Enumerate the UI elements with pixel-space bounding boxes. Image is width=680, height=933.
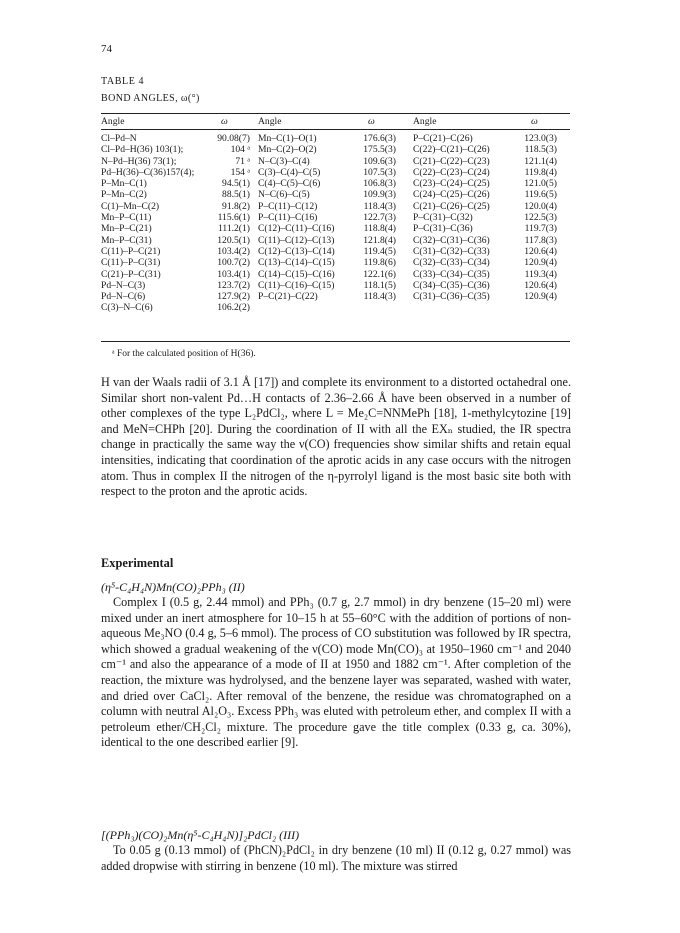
table-row — [101, 302, 250, 313]
angle-label: C(21)–C(26)–C(25) — [413, 200, 490, 212]
angle-value: 88.5(1) — [222, 189, 250, 201]
angle-value: 106.8(3) — [363, 178, 396, 190]
angle-value: 111.2(1) — [217, 223, 250, 235]
angle-label: C(22)–C(23)–C(24) — [413, 166, 490, 178]
angle-value: 121.8(4) — [363, 234, 396, 246]
angle-value: 120.9(4) — [524, 257, 557, 269]
table-row — [258, 201, 396, 212]
table-row — [258, 235, 396, 246]
header-omega: ω — [531, 116, 538, 127]
table-row — [101, 280, 250, 291]
angle-label: P–C(11)–C(12) — [258, 200, 318, 212]
table-row — [413, 235, 557, 246]
angle-value: 107.5(3) — [363, 166, 396, 178]
table-row — [258, 280, 396, 291]
angle-label: C(3)–C(4)–C(5) — [258, 166, 321, 178]
angle-label: C(32)–C(33)–C(34) — [413, 257, 490, 269]
table-row — [413, 223, 557, 234]
angle-label: C(11)–P–C(21) — [101, 245, 161, 257]
table-row — [413, 133, 557, 144]
table-row — [413, 167, 557, 178]
angle-label: Mn–C(2)–O(2) — [258, 144, 317, 156]
table-row — [258, 291, 396, 302]
angle-label: P–C(31)–C(32) — [413, 212, 473, 224]
table-row — [258, 246, 396, 257]
angle-label: C(12)–C(13)–C(14) — [258, 245, 335, 257]
angle-value: 100.7(2) — [217, 257, 250, 269]
table-row — [413, 246, 557, 257]
angle-label: Mn–P–C(21) — [101, 223, 152, 235]
angle-value: 175.5(3) — [363, 144, 396, 156]
table-row — [101, 133, 250, 144]
table-row — [258, 257, 396, 268]
table-row — [413, 178, 557, 189]
table-row — [101, 291, 250, 302]
angle-value: 119.8(6) — [363, 257, 396, 269]
angle-value: 120.6(4) — [524, 279, 557, 291]
angle-label: C(23)–C(24)–C(25) — [413, 178, 490, 190]
compound-subheading: (η⁵-C₄H₄N)Mn(CO)₂PPh₃ (II) — [101, 580, 245, 594]
table-header — [258, 116, 396, 129]
angle-value: 117.8(3) — [524, 234, 557, 246]
angle-value: 118.1(5) — [363, 279, 396, 291]
angle-label: Cl–Pd–N — [101, 133, 137, 144]
angle-value: 103.4(1) — [217, 268, 250, 280]
table-row — [413, 257, 557, 268]
angle-label: N–C(3)–C(4) — [258, 155, 310, 167]
paragraph-text: To 0.05 g (0.13 mmol) of (PhCN)₂PdCl₂ in dry benzene (10 ml) II (0.12 g, 0.27 mmol) was added dropwise with stirring in benzene (10 ml). The mixture was stirred — [101, 843, 571, 873]
angle-label: C(14)–C(15)–C(16) — [258, 268, 335, 280]
header-angle: Angle — [413, 116, 437, 127]
angle-value: 90.08(7) — [217, 133, 250, 144]
compound-subheading: [(PPh₃)(CO)₂Mn(η⁵-C₄H₄N)]₂PdCl₂ (III) — [101, 828, 300, 842]
angle-label: C(11)–C(16)–C(15) — [258, 279, 335, 291]
table-row — [101, 212, 250, 223]
angle-value: 120.5(1) — [217, 234, 250, 246]
angle-value: 176.6(3) — [363, 133, 396, 144]
angle-label: P–Mn–C(2) — [101, 189, 147, 201]
table-column-1 — [101, 116, 250, 314]
table-rule-top — [101, 113, 570, 114]
paragraph-text: H van der Waals radii of 3.1 Å [17]) and complete its environment to a distorted octahedral one. Similar short non-valent Pd…H contacts of 2.36–2.66 Å have been observed in a number of other complexes of the type L₂PdCl₂, where L = Me₂C=NNMePh [18], 1-methylcytozine [19] and MeN=CHPh [20]. During the coordination of II with all the EXₙ studied, the IR spectra change in practically the same way the ν(CO) frequencies show similar shifts and retain equal intensities, indicating that coordination of the aprotic acids in any case occurs with the nitrogen atom. Thus in complex II the nitrogen of the η-pyrrolyl ligand is the most basic site both with respect to the proton and the aprotic acids. — [101, 375, 571, 499]
table-row — [413, 212, 557, 223]
section-heading-experimental: Experimental — [101, 556, 174, 570]
angle-label: C(31)–C(36)–C(35) — [413, 291, 490, 303]
table-rule-bottom — [101, 341, 570, 342]
body-paragraph — [101, 843, 571, 874]
angle-value: 121.0(5) — [524, 178, 557, 190]
angle-value: 106.2(2) — [217, 302, 250, 314]
angle-value: 127.9(2) — [217, 291, 250, 303]
angle-label: Pd–N–C(6) — [101, 291, 146, 303]
angle-value: 118.8(4) — [363, 223, 396, 235]
angle-label: Mn–C(1)–O(1) — [258, 133, 317, 144]
angle-value: 109.6(3) — [363, 155, 396, 167]
angle-label: C(12)–C(11)–C(16) — [258, 223, 335, 235]
angle-value: 154 ᵃ — [230, 166, 250, 178]
angle-label: C(24)–C(25)–C(26) — [413, 189, 490, 201]
angle-label: C(21)–C(22)–C(23) — [413, 155, 490, 167]
table-row — [101, 246, 250, 257]
angle-label: C(32)–C(31)–C(36) — [413, 234, 490, 246]
angle-label: Cl–Pd–H(36) 103(1); — [101, 144, 184, 156]
table-row — [101, 156, 250, 167]
table-row — [258, 189, 396, 200]
angle-label: C(3)–N–C(6) — [101, 302, 153, 314]
table-row — [413, 189, 557, 200]
header-angle: Angle — [101, 116, 125, 127]
angle-label: P–C(11)–C(16) — [258, 212, 318, 224]
angle-value: 94.5(1) — [222, 178, 250, 190]
table-row — [101, 257, 250, 268]
angle-label: P–C(21)–C(26) — [413, 133, 473, 144]
table-row — [258, 223, 396, 234]
table-row — [258, 144, 396, 155]
table-row — [258, 212, 396, 223]
angle-label: Mn–P–C(31) — [101, 234, 152, 246]
angle-label: C(21)–P–C(31) — [101, 268, 161, 280]
angle-label: P–Mn–C(1) — [101, 178, 147, 190]
angle-label: C(11)–C(12)–C(13) — [258, 234, 335, 246]
angle-value: 119.8(4) — [524, 166, 557, 178]
angle-label: C(4)–C(5)–C(6) — [258, 178, 321, 190]
paragraph-text: Complex I (0.5 g, 2.44 mmol) and PPh₃ (0.7 g, 2.7 mmol) in dry benzene (15–20 ml) were mixed under an inert atmosphere for 10–15 h at 55–60°C with the addition of portions of non-aqueous Me₃NO (0.4 g, 5–6 mmol). The process of CO substitution was followed by IR spectra, which showed a gradual weakening of the ν(CO) mode Mn(CO)₃ at 1950–1960 cm⁻¹ and 2040 cm⁻¹ and also the appearance of a mode of II at 1950 and 1882 cm⁻¹. After completion of the reaction, the mixture was hydrolysed, and the benzene layer was separated, washed with water, and dried over CaCl₂. After removal of the benzene, the residue was chromatographed on a column with neutral Al₂O₃. Excess PPh₃ was eluted with petroleum ether, and complex II with a petroleum ether/CH₂Cl₂ mixture. The procedure gave the title complex (0.33 g, ca. 30%), identical to the one described earlier [9]. — [101, 595, 571, 750]
angle-label: N–Pd–H(36) 73(1); — [101, 155, 177, 167]
angle-value: 119.3(4) — [524, 268, 557, 280]
table-row — [413, 156, 557, 167]
angle-value: 71 ᵃ — [235, 155, 250, 167]
table-column-2 — [258, 116, 396, 302]
angle-label: C(22)–C(21)–C(26) — [413, 144, 490, 156]
header-omega: ω — [221, 116, 228, 127]
page-number: 74 — [101, 43, 112, 55]
table-row — [101, 201, 250, 212]
angle-label: C(1)–Mn–C(2) — [101, 200, 160, 212]
table-row — [413, 291, 557, 302]
table-row — [101, 167, 250, 178]
angle-label: C(31)–C(32)–C(33) — [413, 245, 490, 257]
table-row — [258, 269, 396, 280]
table-header — [101, 116, 250, 129]
header-omega: ω — [368, 116, 375, 127]
header-angle: Angle — [258, 116, 282, 127]
angle-value: 104 ᵃ — [230, 144, 250, 156]
angle-label: C(13)–C(14)–C(15) — [258, 257, 335, 269]
angle-label: Pd–N–C(3) — [101, 279, 146, 291]
table-row — [413, 269, 557, 280]
table-row — [101, 223, 250, 234]
angle-value: 109.9(3) — [363, 189, 396, 201]
table-row — [101, 189, 250, 200]
angle-value: 122.1(6) — [363, 268, 396, 280]
angle-label: C(11)–P–C(31) — [101, 257, 161, 269]
angle-value: 122.7(3) — [363, 212, 396, 224]
table-row — [258, 167, 396, 178]
angle-value: 115.6(1) — [217, 212, 250, 224]
angle-value: 123.7(2) — [217, 279, 250, 291]
table-title: TABLE 4 — [101, 76, 145, 87]
angle-value: 120.6(4) — [524, 245, 557, 257]
angle-label: Pd–H(36)–C(36)157(4); — [101, 166, 195, 178]
table-row — [258, 178, 396, 189]
angle-value: 118.4(3) — [363, 291, 396, 303]
table-row — [101, 144, 250, 155]
table-column-3 — [413, 116, 557, 302]
table-subtitle: BOND ANGLES, ω(°) — [101, 93, 200, 104]
table-row — [101, 235, 250, 246]
angle-value: 119.7(3) — [524, 223, 557, 235]
angle-value: 122.5(3) — [524, 212, 557, 224]
angle-value: 123.0(3) — [524, 133, 557, 144]
table-row — [101, 178, 250, 189]
angle-value: 103.4(2) — [217, 245, 250, 257]
angle-value: 120.9(4) — [524, 291, 557, 303]
angle-label: N–C(6)–C(5) — [258, 189, 310, 201]
table-row — [258, 156, 396, 167]
angle-value: 119.4(5) — [363, 245, 396, 257]
table-row — [413, 144, 557, 155]
angle-label: Mn–P–C(11) — [101, 212, 152, 224]
angle-value: 120.0(4) — [524, 200, 557, 212]
angle-label: P–C(21)–C(22) — [258, 291, 318, 303]
table-row — [413, 280, 557, 291]
angle-value: 118.4(3) — [363, 200, 396, 212]
angle-value: 119.6(5) — [524, 189, 557, 201]
body-paragraph — [101, 595, 571, 751]
angle-label: C(33)–C(34)–C(35) — [413, 268, 490, 280]
table-row — [258, 133, 396, 144]
angle-value: 91.8(2) — [222, 200, 250, 212]
body-paragraph — [101, 375, 571, 500]
angle-value: 121.1(4) — [524, 155, 557, 167]
angle-label: P–C(31)–C(36) — [413, 223, 473, 235]
table-row — [413, 201, 557, 212]
table-header — [413, 116, 557, 129]
angle-value: 118.5(3) — [524, 144, 557, 156]
table-row — [101, 269, 250, 280]
table-footnote: ᵃ For the calculated position of H(36). — [112, 349, 256, 359]
angle-label: C(34)–C(35)–C(36) — [413, 279, 490, 291]
